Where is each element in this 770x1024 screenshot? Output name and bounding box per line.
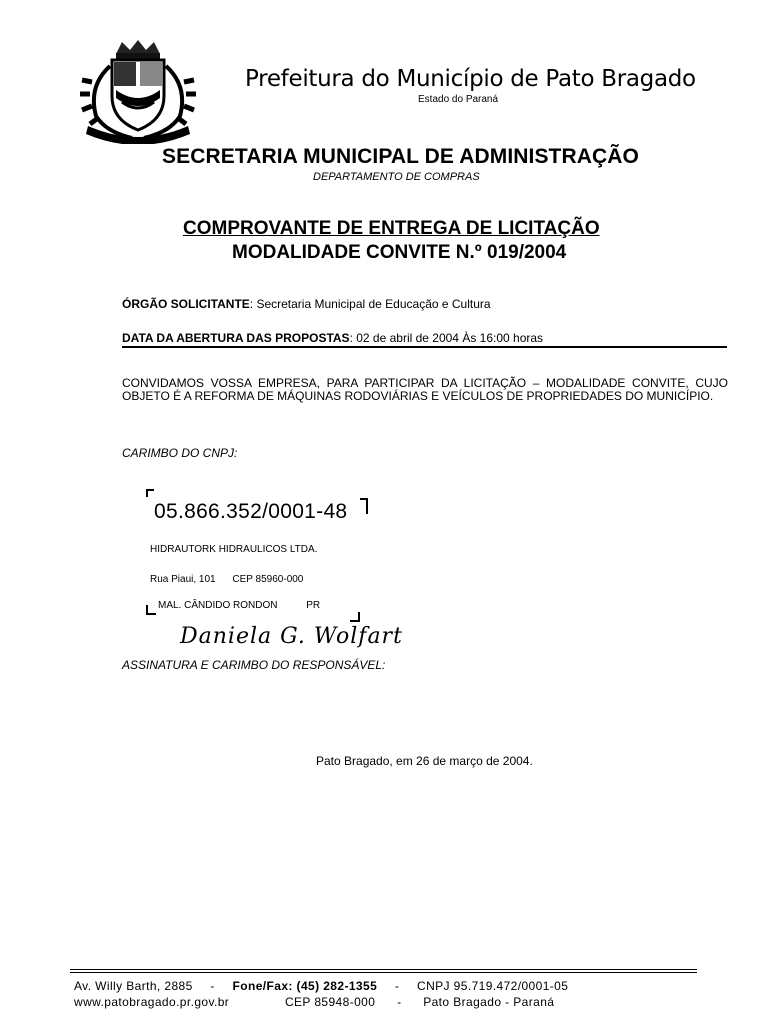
orgao-label: ÓRGÃO SOLICITANTE (122, 297, 250, 311)
stamp-company: HIDRAUTORK HIDRAULICOS LTDA. (150, 544, 318, 555)
footer-address: Av. Willy Barth, 2885 (74, 979, 193, 993)
place-and-date: Pato Bragado, em 26 de março de 2004. (316, 754, 533, 768)
orgao-value: : Secretaria Municipal de Educação e Cultura (249, 297, 491, 311)
orgao-solicitante-field (122, 297, 491, 311)
stamp-corner-top-right (360, 498, 368, 514)
department-subtitle: DEPARTAMENTO DE COMPRAS (313, 171, 480, 183)
document-title: COMPROVANTE DE ENTREGA DE LICITAÇÃO (183, 218, 600, 239)
footer-line-2 (74, 995, 554, 1009)
invitation-text: CONVIDAMOS VOSSA EMPRESA, PARA PARTICIPAR DA LICITAÇÃO – MODALIDADE CONVITE, CUJO OBJETO É A REFORMA DE MÁQUINAS RODOVIÁRIAS E VEÍCULOS DE PROPRIEDADES DO MUNICÍPIO. (122, 376, 728, 403)
footer-phone: Fone/Fax: (45) 282-1355 (232, 979, 378, 993)
footer-line-1 (74, 979, 568, 993)
document-modality: MODALIDADE CONVITE N.º 019/2004 (232, 242, 567, 263)
stamp-uf: PR (306, 600, 321, 611)
stamp-address (150, 574, 303, 585)
municipality-title: Prefeitura do Município de Pato Bragado (245, 66, 696, 92)
footer-city: Pato Bragado - Paraná (423, 995, 555, 1009)
footer-separator: - (394, 979, 400, 993)
footer-cep: CEP 85948-000 (284, 995, 376, 1009)
stamp-corner-top-left (146, 489, 154, 497)
stamp-cep: CEP 85960-000 (232, 574, 304, 585)
stamp-corner-bottom-right (350, 612, 360, 622)
stamp-corner-bottom-left (146, 605, 156, 615)
state-subtitle: Estado do Paraná (418, 94, 499, 105)
cnpj-number: 05.866.352/0001-48 (154, 500, 348, 523)
data-label: DATA DA ABERTURA DAS PROPOSTAS (122, 331, 350, 345)
data-abertura-field (122, 331, 543, 345)
stamp-city: MAL. CÂNDIDO RONDON (158, 600, 278, 611)
footer-separator: - (397, 995, 402, 1009)
cnpj-stamp-label: CARIMBO DO CNPJ: (122, 446, 238, 460)
handwritten-signature: Daniela G. Wolfart (180, 624, 403, 649)
footer-cnpj: CNPJ 95.719.472/0001-05 (417, 979, 569, 993)
stamp-city-line (158, 600, 320, 611)
footer-website[interactable]: www.patobragado.pr.gov.br (74, 995, 230, 1009)
footer-rule (70, 969, 697, 970)
footer-separator: - (210, 979, 215, 993)
data-value: : 02 de abril de 2004 Às 16:00 horas (349, 331, 544, 345)
footer-rule-secondary (70, 972, 697, 973)
signature-label: ASSINATURA E CARIMBO DO RESPONSÁVEL: (122, 658, 386, 672)
municipal-coat-of-arms-icon (78, 36, 208, 144)
secretariat-title: SECRETARIA MUNICIPAL DE ADMINISTRAÇÃO (162, 145, 639, 168)
stamp-street: Rua Piaui, 101 (150, 574, 216, 585)
section-divider (122, 346, 727, 348)
